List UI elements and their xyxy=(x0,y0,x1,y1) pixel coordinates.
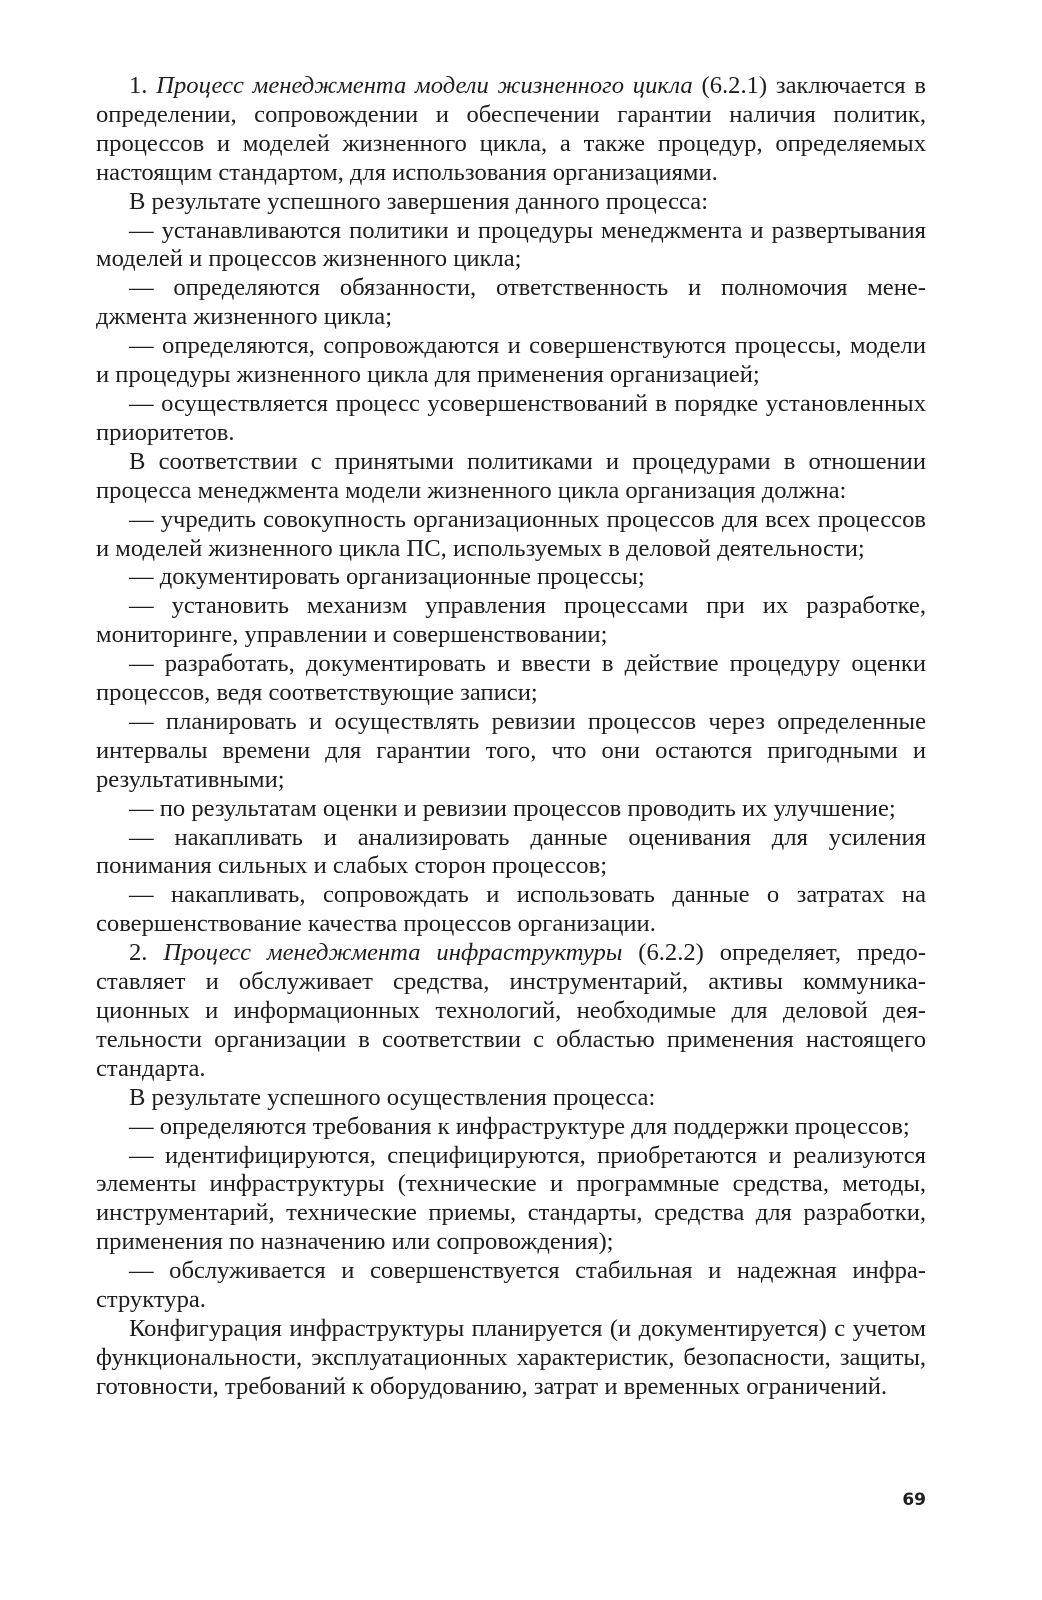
list-item: — определяются, сопровождаются и совершенствуются процессы, модели и процедуры жизненного цикла для применения организацией; xyxy=(96,332,926,389)
list-item: — по результатам оценки и ревизии процессов проводить их улучшение; xyxy=(129,794,896,822)
list-item: — обслуживается и совершенствуется стабильная и надежная инфраструктура. xyxy=(96,1257,926,1314)
paragraph-text: (6.2.2) определяет, предоставляет и обслуживает средства, инструментарий, активы коммуникационных и информационных технологий, необходимые для деловой деятельности организации в соответствии с областью применения настоящего стандарта. xyxy=(96,939,927,1082)
paragraph-4 xyxy=(96,939,926,1084)
item-number: 2. xyxy=(129,939,164,967)
paragraph-5: В результате успешного осуществления процесса: xyxy=(129,1083,656,1111)
process-term: Процесс менеджмента модели жизненного цикла xyxy=(156,72,693,99)
list-item: — идентифицируются, специфицируются, приобретаются и реализуются элементы инфраструктуры (технические и программные средства, методы, инструментарий, технические приемы, стандарты, средства для разработки, применения по назначению или сопровождения); xyxy=(96,1141,926,1256)
paragraph-6: Конфигурация инфраструктуры планируется (и документируется) с учетом функциональности, эксплуатационных характеристик, безопасности, защиты, готовности, требований к оборудованию, затрат и временных ограничений. xyxy=(96,1314,926,1400)
list-item: — накапливать и анализировать данные оценивания для усиления понимания сильных и слабых сторон процессов; xyxy=(96,823,926,880)
list-item: — установить механизм управления процессами при их разработке, мониторинге, управлении и совершенствовании; xyxy=(96,592,926,649)
list-item: — документировать организационные процессы; xyxy=(129,563,645,591)
paragraph-text: (6.2.1) заключается в определении, сопровождении и обеспечении гарантии наличия политик, процессов и моделей жизненного цикла, а также процедур, определяемых настоящим стандартом, для использования организациями. xyxy=(96,72,926,186)
page-body xyxy=(96,72,926,1402)
paragraph-2: В результате успешного завершения данного процесса: xyxy=(129,187,709,215)
page-number: 69 xyxy=(902,1490,926,1510)
list-item: — осуществляется процесс усовершенствований в порядке установленных приоритетов. xyxy=(96,389,926,446)
list-item: — определяются требования к инфраструктуре для поддержки процессов; xyxy=(129,1112,910,1140)
list-item: — определяются обязанности, ответственность и полномочия менеджмента жизненного цикла; xyxy=(96,274,926,331)
list-item: — накапливать, сопровождать и использовать данные о затратах на совершенствование качества процессов организации. xyxy=(96,881,926,938)
list-item: — планировать и осуществлять ревизии процессов через определенные интервалы времени для гарантии того, что они остаются пригодными и результативными; xyxy=(96,707,926,793)
list-item: — разработать, документировать и ввести в действие процедуру оценки процессов, ведя соответствующие записи; xyxy=(96,650,926,707)
item-number: 1. xyxy=(129,72,157,99)
list-item: — устанавливаются политики и процедуры менеджмента и развертывания моделей и процессов жизненного цикла; xyxy=(96,216,926,273)
process-term: Процесс менеджмента инфраструктуры xyxy=(163,939,623,967)
paragraph-1 xyxy=(96,72,926,188)
paragraph-3: В соответствии с принятыми политиками и процедурами в отношении процесса менеджмента модели жизненного цикла организация должна: xyxy=(96,447,926,504)
list-item: — учредить совокупность организационных процессов для всех процессов и моделей жизненного цикла ПС, используемых в деловой деятельности; xyxy=(96,505,926,562)
